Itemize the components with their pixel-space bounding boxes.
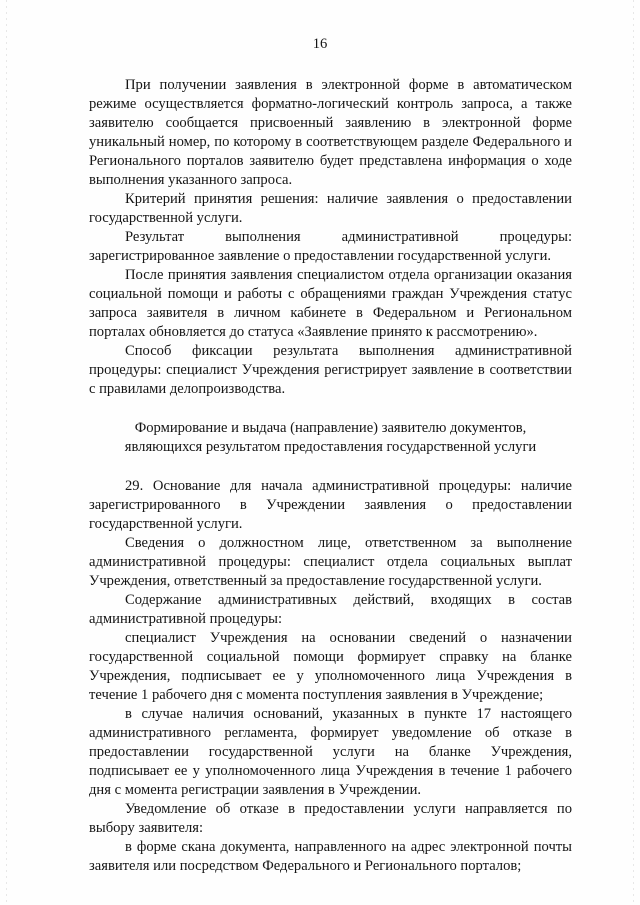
paragraph: Уведомление об отказе в предоставлении услуги направляется по выбору заявителя: [89, 801, 572, 836]
paragraph: в случае наличия оснований, указанных в пункте 17 настоящего административного регламента, формирует уведомление об отказе в предоставлении государственной услуги на бланке Учреждения, подписывает ее у уполномоченного лица Учреждения в течение 1 рабочего дня с момента регистрации заявления в Учреждении. [89, 706, 572, 798]
paragraph: При получении заявления в электронной форме в автоматическом режиме осуществляется форматно-логический контроль запроса, а также заявителю сообщается присвоенный заявлению в электронной форме уникальный номер, по которому в соответствующем разделе Федерального и Регионального порталов заявителю будет представлена информация о ходе выполнения указанного запроса. [89, 77, 572, 188]
paragraph: специалист Учреждения на основании сведений о назначении государственной социальной помощи формирует справку на бланке Учреждения, подписывает ее у уполномоченного лица Учреждения в течение 1 рабочего дня с момента поступления заявления в Учреждение; [89, 630, 572, 703]
paragraph: 29. Основание для начала административной процедуры: наличие зарегистрированного в Учреждении заявления о предоставлении государственной услуги. [89, 478, 572, 532]
paragraph: Критерий принятия решения: наличие заявления о предоставлении государственной услуги. [89, 191, 572, 226]
paragraph: Содержание административных действий, входящих в состав административной процедуры: [89, 592, 572, 627]
paragraph: Сведения о должностном лице, ответственном за выполнение административной процедуры: специалист отдела социальных выплат Учреждения, ответственный за предоставление государственной услуги. [89, 535, 572, 589]
section-heading-line: Формирование и выдача (направление) заявителю документов, [134, 420, 527, 436]
paragraph: в форме скана документа, направленного на адрес электронной почты заявителя или посредством Федерального и Регионального порталов; [89, 839, 572, 874]
page-number: 16 [312, 36, 328, 52]
paragraph: Результат выполнения административной процедуры: зарегистрированное заявление о предоставлении государственной услуги. [89, 229, 572, 264]
scan-edge-left [6, 0, 7, 905]
section-heading-line: являющихся результатом предоставления государственной услуги [124, 439, 537, 455]
scan-edge-right [633, 0, 634, 905]
paragraph: Способ фиксации результата выполнения административной процедуры: специалист Учреждения регистрирует заявление в соответствии с правилами делопроизводства. [89, 343, 572, 397]
section-heading [89, 419, 572, 457]
paragraph: После принятия заявления специалистом отдела организации оказания социальной помощи и работы с обращениями граждан Учреждения статус запроса заявителя в личном кабинете в Федеральном и Региональном порталах обновляется до статуса «Заявление принято к рассмотрению». [89, 267, 572, 340]
document-body [89, 76, 572, 876]
